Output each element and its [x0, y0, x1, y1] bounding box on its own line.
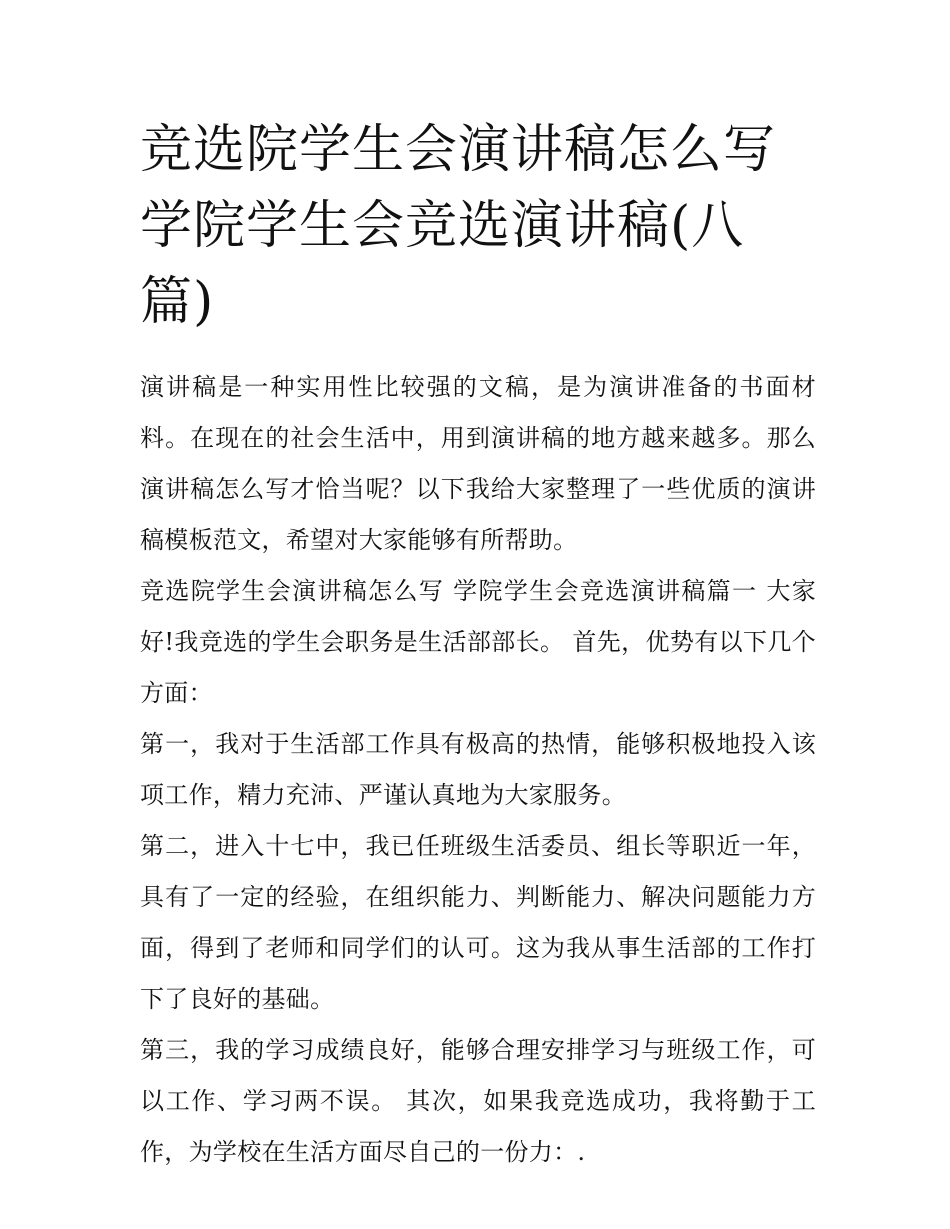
document-page — [140, 112, 816, 1178]
paragraph-speech-opening: 竞选院学生会演讲稿怎么写 学院学生会竞选演讲稿篇一 大家好!我竞选的学生会职务是生活部部长。 首先，优势有以下几个方面： — [140, 577, 816, 707]
document-body — [140, 362, 816, 1178]
paragraph-intro: 演讲稿是一种实用性比较强的文稿，是为演讲准备的书面材料。在现在的社会生活中，用到演讲稿的地方越来越多。那么演讲稿怎么写才恰当呢？以下我给大家整理了一些优质的演讲稿模板范文，希望对大家能够有所帮助。 — [140, 373, 816, 554]
paragraph-point-three: 第三，我的学习成绩良好，能够合理安排学习与班级工作，可以工作、学习两不误。 其次，如果我竞选成功，我将勤于工作，为学校在生活方面尽自己的一份力：. — [140, 1036, 816, 1166]
document-title: 竞选院学生会演讲稿怎么写 学院学生会竞选演讲稿(八篇) — [140, 120, 777, 332]
paragraph-point-two: 第二，进入十七中，我已任班级生活委员、组长等职近一年，具有了一定的经验，在组织能力、判断能力、解决问题能力方面，得到了老师和同学们的认可。这为我从事生活部的工作打下了良好的基础。 — [140, 832, 816, 1013]
paragraph-point-one: 第一，我对于生活部工作具有极高的热情，能够积极地投入该项工作，精力充沛、严谨认真地为大家服务。 — [140, 730, 816, 809]
